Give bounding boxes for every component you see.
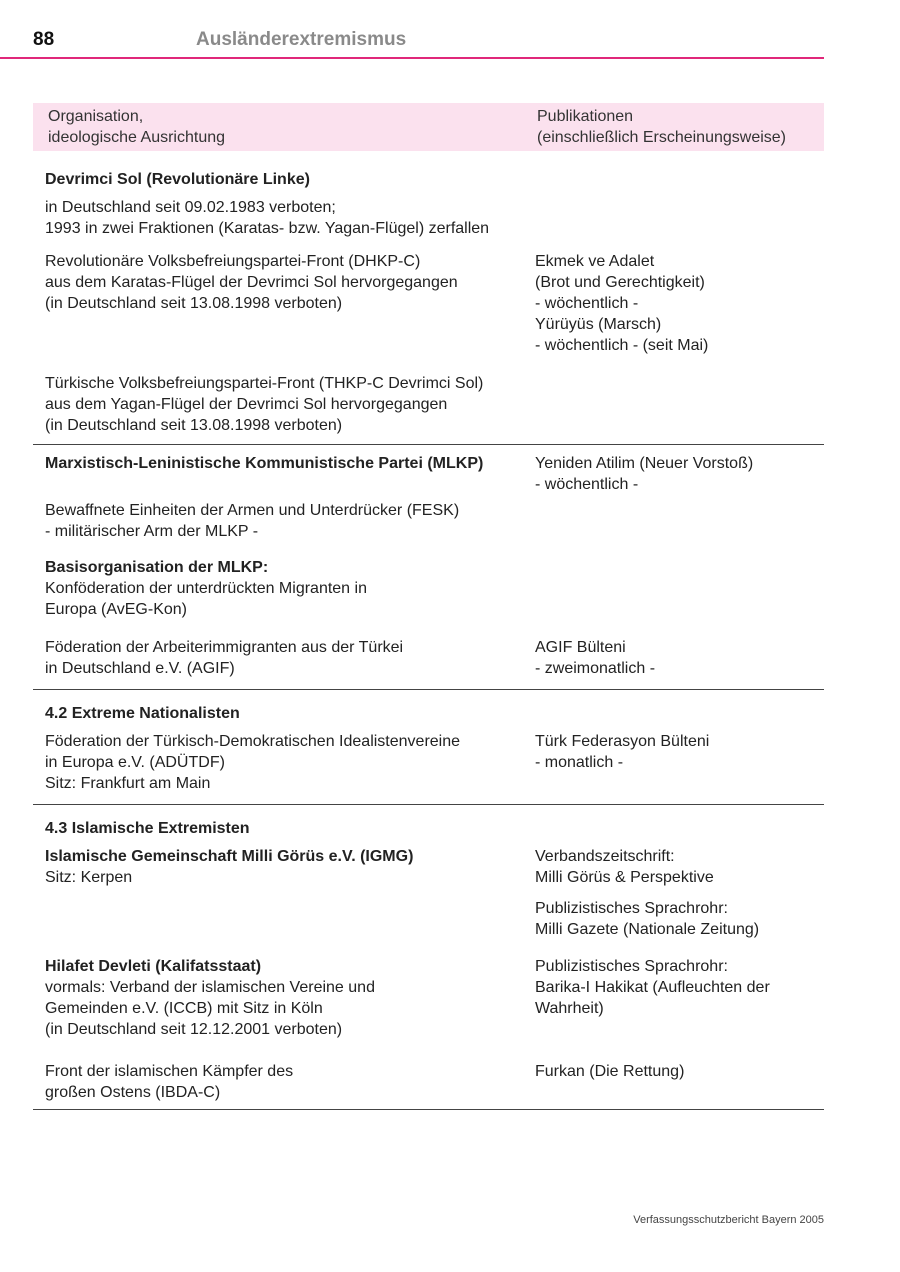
text-line: vormals: Verband der islamischen Vereine und [45,979,375,996]
adutdf-publications [535,731,709,773]
igmg-publication-2 [535,898,759,940]
text-line: Front der islamischen Kämpfer des [45,1063,294,1080]
dhkp-entry [45,251,458,314]
header-rule [0,57,824,59]
text-line: Konföderation der unterdrückten Migranten in [45,580,367,597]
text-line: Sitz: Kerpen [45,869,133,886]
section-divider [33,804,824,805]
text-line: Gemeinden e.V. (ICCB) mit Sitz in Köln [45,1000,323,1017]
text-line: großen Ostens (IBDA-C) [45,1084,221,1101]
thkp-entry [45,373,483,436]
text-line: AGIF Bülteni [535,639,626,656]
agif-entry [45,637,403,679]
section-divider [33,689,824,690]
footer-text: Verfassungsschutzbericht Bayern 2005 [633,1214,824,1226]
table-header-left-line: Organisation, [48,108,144,125]
ibda-entry [45,1061,293,1103]
igmg-entry [45,846,413,888]
text-line: Türkische Volksbefreiungspartei-Front (THKP-C Devrimci Sol) [45,375,484,392]
hilafet-publications [535,956,770,1019]
islamisten-title: 4.3 Islamische Extremisten [45,820,250,837]
text-line: 1993 in zwei Fraktionen (Karatas- bzw. Yagan-Flügel) zerfallen [45,220,490,237]
fesk-entry [45,500,459,542]
text-line: Barika-I Hakikat (Aufleuchten der [535,979,770,996]
text-line: Milli Gazete (Nationale Zeitung) [535,921,760,938]
section-divider [33,444,824,445]
mlkp-title: Marxistisch-Leninistische Kommunistische Partei (MLKP) [45,455,484,472]
ibda-publications [535,1061,684,1082]
nationalisten-title: 4.2 Extreme Nationalisten [45,705,240,722]
text-line: - wöchentlich - [535,476,639,493]
agif-publications [535,637,655,679]
table-header-right-line: Publikationen [537,108,634,125]
running-title: Ausländerextremismus [196,29,407,50]
text-line: (in Deutschland seit 13.08.1998 verboten) [45,417,343,434]
text-line: (Brot und Gerechtigkeit) [535,274,705,291]
text-line: Milli Görüs & Perspektive [535,869,714,886]
table-header-right-line: (einschließlich Erscheinungsweise) [537,129,786,146]
text-line: Publizistisches Sprachrohr: [535,958,728,975]
text-line: in Europa e.V. (ADÜTDF) [45,754,225,771]
text-line: Publizistisches Sprachrohr: [535,900,728,917]
text-line: Ekmek ve Adalet [535,253,655,270]
devrimci-title: Devrimci Sol (Revolutionäre Linke) [45,171,310,188]
igmg-publication-1 [535,846,714,888]
text-line: Verbandszeitschrift: [535,848,675,865]
igmg-title: Islamische Gemeinschaft Milli Görüs e.V. (IGMG) [45,848,414,865]
table-header-right [537,106,786,148]
text-line: - zweimonatlich - [535,660,656,677]
text-line: - militärischer Arm der MLKP - [45,523,259,540]
text-line: Sitz: Frankfurt am Main [45,775,211,792]
text-line: aus dem Karatas-Flügel der Devrimci Sol hervorgegangen [45,274,458,291]
text-line: (in Deutschland seit 12.12.2001 verboten) [45,1021,343,1038]
text-line: aus dem Yagan-Flügel der Devrimci Sol hervorgegangen [45,396,448,413]
text-line: Wahrheit) [535,1000,604,1017]
hilafet-title: Hilafet Devleti (Kalifatsstaat) [45,958,262,975]
text-line: Bewaffnete Einheiten der Armen und Unterdrücker (FESK) [45,502,460,519]
text-line: - wöchentlich - [535,295,639,312]
devrimci-intro [45,197,489,239]
table-header-left-line: ideologische Ausrichtung [48,129,226,146]
text-line: Föderation der Türkisch-Demokratischen Idealistenvereine [45,733,461,750]
text-line: Europa (AvEG-Kon) [45,601,187,618]
text-line: - monatlich - [535,754,624,771]
mlkp-publications [535,453,753,495]
text-line: Furkan (Die Rettung) [535,1063,685,1080]
text-line: (in Deutschland seit 13.08.1998 verboten) [45,295,343,312]
adutdf-entry [45,731,460,794]
text-line: Yürüyüs (Marsch) [535,316,662,333]
basis-entry [45,557,367,620]
page-number: 88 [33,29,55,50]
hilafet-entry [45,956,375,1040]
dhkp-publications [535,251,708,356]
text-line: - wöchentlich - (seit Mai) [535,337,709,354]
basis-title: Basisorganisation der MLKP: [45,559,269,576]
text-line: Türk Federasyon Bülteni [535,733,710,750]
section-divider [33,1109,824,1110]
text-line: Yeniden Atilim (Neuer Vorstoß) [535,455,754,472]
text-line: Revolutionäre Volksbefreiungspartei-Front (DHKP-C) [45,253,421,270]
text-line: Föderation der Arbeiterimmigranten aus der Türkei [45,639,404,656]
text-line: in Deutschland seit 09.02.1983 verboten; [45,199,336,216]
text-line: in Deutschland e.V. (AGIF) [45,660,235,677]
table-header-left [48,106,225,148]
